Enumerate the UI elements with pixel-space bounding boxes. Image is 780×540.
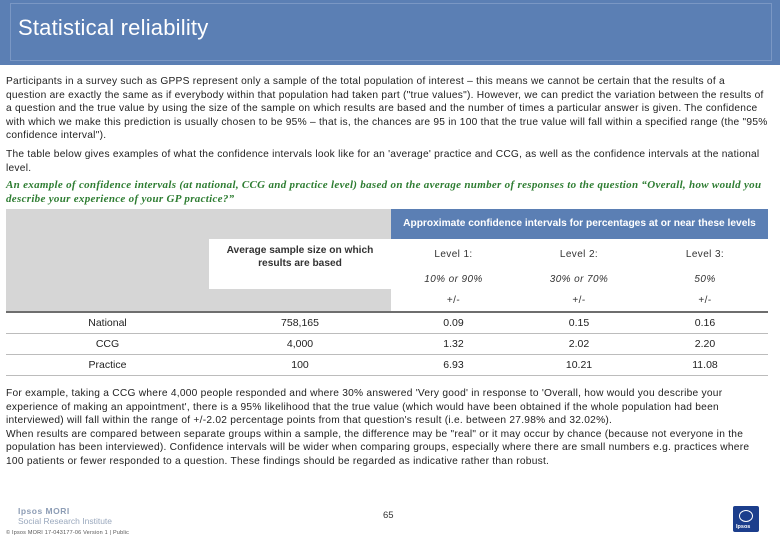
level-3-range: 50% xyxy=(642,269,768,289)
confidence-interval-table xyxy=(6,209,768,376)
table-row xyxy=(6,334,768,355)
blank-header-cell xyxy=(6,209,209,239)
level-2-range: 30% or 70% xyxy=(516,269,642,289)
blank-header-cell xyxy=(209,209,391,239)
badge-text: Ipsos xyxy=(736,524,751,530)
blank-header-cell xyxy=(6,239,209,269)
blank-header-cell xyxy=(209,289,391,312)
level-1-label: Level 1: xyxy=(391,239,516,269)
level-3-label: Level 3: xyxy=(642,239,768,269)
sample-size-cell: 758,165 xyxy=(209,312,391,334)
logo-ring-icon xyxy=(739,510,753,522)
ipsos-mori-logo xyxy=(18,506,112,526)
level-2-value: 2.02 xyxy=(516,334,642,355)
level-3-value: 11.08 xyxy=(642,355,768,376)
comparison-paragraph: When results are compared between separate groups within a sample, the difference may be "real" or it may occur by chance (because not everyone in the population has been interviewed). Confidence intervals will be wider when comparing groups, especially where there are small numbers e.g. practices where 100 patients or fewer responded to a question. These findings should be regarded as indicative rather than robust. xyxy=(6,428,750,467)
explanation-block xyxy=(6,387,768,469)
intro-paragraph: Participants in a survey such as GPPS represent only a sample of the total population of interest – this means we cannot be certain that the results of a question are exactly the same as if everybody within that population had taken part ("true values"). However, we can predict the variation between the results of a question and the true value by using the size of the sample on which results are based and the number of times a particular answer is given. The confidence with which we make this prediction is usually chosen to be 95% – that is, the chances are 95 in 100 that the true value will fall within a specified range (the "95% confidence interval"). xyxy=(6,76,768,142)
blank-header-cell xyxy=(6,289,209,312)
approx-intervals-header: Approximate confidence intervals for percentages at or near these levels xyxy=(391,209,768,239)
slide-header xyxy=(0,0,780,65)
level-1-value: 6.93 xyxy=(391,355,516,376)
ipsos-logo-icon xyxy=(733,506,759,532)
logo-line-2: Social Research Institute xyxy=(18,516,113,526)
level-2-label: Level 2: xyxy=(516,239,642,269)
logo-line-1: Ipsos MORI xyxy=(18,506,70,516)
table-row xyxy=(6,355,768,376)
level-3-value: 2.20 xyxy=(642,334,768,355)
page-title: Statistical reliability xyxy=(18,15,209,40)
level-3-plusminus: +/- xyxy=(642,289,768,312)
level-3-value: 0.16 xyxy=(642,312,768,334)
level-2-value: 10.21 xyxy=(516,355,642,376)
page-number: 65 xyxy=(383,510,394,521)
sample-size-cell: 100 xyxy=(209,355,391,376)
level-1-value: 0.09 xyxy=(391,312,516,334)
copyright-notice: © Ipsos MORI 17-043177-06 Version 1 | Public xyxy=(6,530,130,536)
row-label: National xyxy=(6,312,209,334)
sample-size-cell: 4,000 xyxy=(209,334,391,355)
level-1-value: 1.32 xyxy=(391,334,516,355)
example-paragraph: For example, taking a CCG where 4,000 people responded and where 30% answered 'Very good' in response to 'Overall, how would you describe your experience of making an appointment', there is a 95% likelihood that the true value (which would have been obtained if the whole population had been interviewed) will fall within the range of +/-2.02 percentage points from that question's result (i.e. between 27.98% and 32.02%). xyxy=(6,388,723,427)
table-caption: An example of confidence intervals (at national, CCG and practice level) based on the average number of responses to the question “Overall, how would you describe your experience of your GP practice?” xyxy=(6,179,762,205)
level-2-plusminus: +/- xyxy=(516,289,642,312)
level-2-value: 0.15 xyxy=(516,312,642,334)
table-intro-paragraph: The table below gives examples of what the confidence intervals look like for an 'average' practice and CCG, as well as the confidence intervals at the national level. xyxy=(6,149,760,174)
blank-header-cell xyxy=(6,269,209,289)
row-label: CCG xyxy=(6,334,209,355)
level-1-plusminus: +/- xyxy=(391,289,516,312)
level-1-range: 10% or 90% xyxy=(391,269,516,289)
table-row xyxy=(6,312,768,334)
sample-size-header: Average sample size on which results are based xyxy=(209,239,391,289)
row-label: Practice xyxy=(6,355,209,376)
